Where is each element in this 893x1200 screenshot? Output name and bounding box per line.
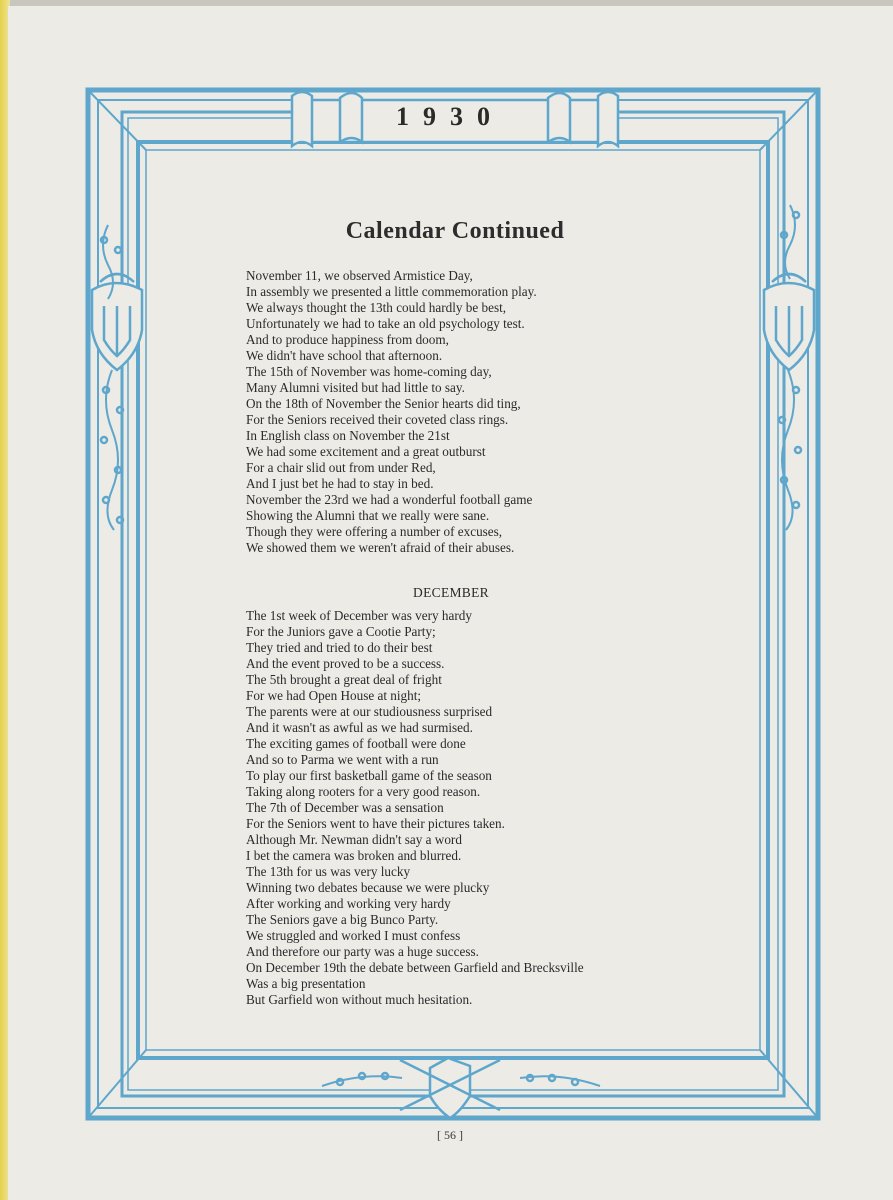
verse-line: The 7th of December was a sensation [246, 800, 444, 815]
verse-line: And I just bet he had to stay in bed. [246, 476, 434, 491]
november-verse [246, 268, 726, 556]
verse-line: Winning two debates because we were plucky [246, 880, 490, 895]
verse-line: I bet the camera was broken and blurred. [246, 848, 462, 863]
verse-line: Though they were offering a number of excuses, [246, 524, 503, 539]
verse-line: They tried and tried to do their best [246, 640, 433, 655]
verse-line: But Garfield won without much hesitation. [246, 992, 473, 1007]
verse-line: For a chair slid out from under Red, [246, 460, 436, 475]
verse-line: And to produce happiness from doom, [246, 332, 449, 347]
year-heading: 1930 [396, 102, 504, 131]
verse-line: On December 19th the debate between Garfield and Brecksville [246, 960, 584, 975]
verse-line: For we had Open House at night; [246, 688, 422, 703]
verse-line: Was a big presentation [246, 976, 366, 991]
verse-line: And the event proved to be a success. [246, 656, 445, 671]
verse-line: November 11, we observed Armistice Day, [246, 268, 473, 283]
verse-line: Unfortunately we had to take an old psychology test. [246, 316, 525, 331]
verse-line: After working and working very hardy [246, 896, 451, 911]
verse-line: The 1st week of December was very hardy [246, 608, 472, 623]
verse-line: The parents were at our studiousness surprised [246, 704, 493, 719]
verse-line: We always thought the 13th could hardly be best, [246, 300, 507, 315]
verse-line: We struggled and worked I must confess [246, 928, 461, 943]
december-heading: DECEMBER [413, 585, 489, 600]
verse-line: To play our first basketball game of the season [246, 768, 492, 783]
verse-line: Showing the Alumni that we really were sane. [246, 508, 490, 523]
verse-line: In assembly we presented a little commemoration play. [246, 284, 537, 299]
verse-line: We showed them we weren't afraid of their abuses. [246, 540, 515, 555]
verse-line: And therefore our party was a huge success. [246, 944, 479, 959]
verse-line: November the 23rd we had a wonderful football game [246, 492, 533, 507]
verse-line: And so to Parma we went with a run [246, 752, 439, 767]
verse-line: Although Mr. Newman didn't say a word [246, 832, 462, 847]
verse-line: We didn't have school that afternoon. [246, 348, 443, 363]
december-verse [246, 608, 726, 1008]
verse-line: Many Alumni visited but had little to say. [246, 380, 465, 395]
verse-line: For the Seniors received their coveted class rings. [246, 412, 509, 427]
verse-line: The 15th of November was home-coming day, [246, 364, 492, 379]
verse-line: The 5th brought a great deal of fright [246, 672, 442, 687]
page-number: [ 56 ] [437, 1128, 463, 1142]
verse-line: For the Juniors gave a Cootie Party; [246, 624, 436, 639]
page-title: Calendar Continued [345, 218, 565, 244]
verse-line: The exciting games of football were done [246, 736, 466, 751]
verse-line: The Seniors gave a big Bunco Party. [246, 912, 439, 927]
verse-line: We had some excitement and a great outburst [246, 444, 486, 459]
verse-line: And it wasn't as awful as we had surmised. [246, 720, 473, 735]
verse-line: In English class on November the 21st [246, 428, 450, 443]
verse-line: For the Seniors went to have their pictures taken. [246, 816, 505, 831]
verse-line: Taking along rooters for a very good reason. [246, 784, 481, 799]
verse-line: On the 18th of November the Senior hearts did ting, [246, 396, 521, 411]
verse-line: The 13th for us was very lucky [246, 864, 411, 879]
